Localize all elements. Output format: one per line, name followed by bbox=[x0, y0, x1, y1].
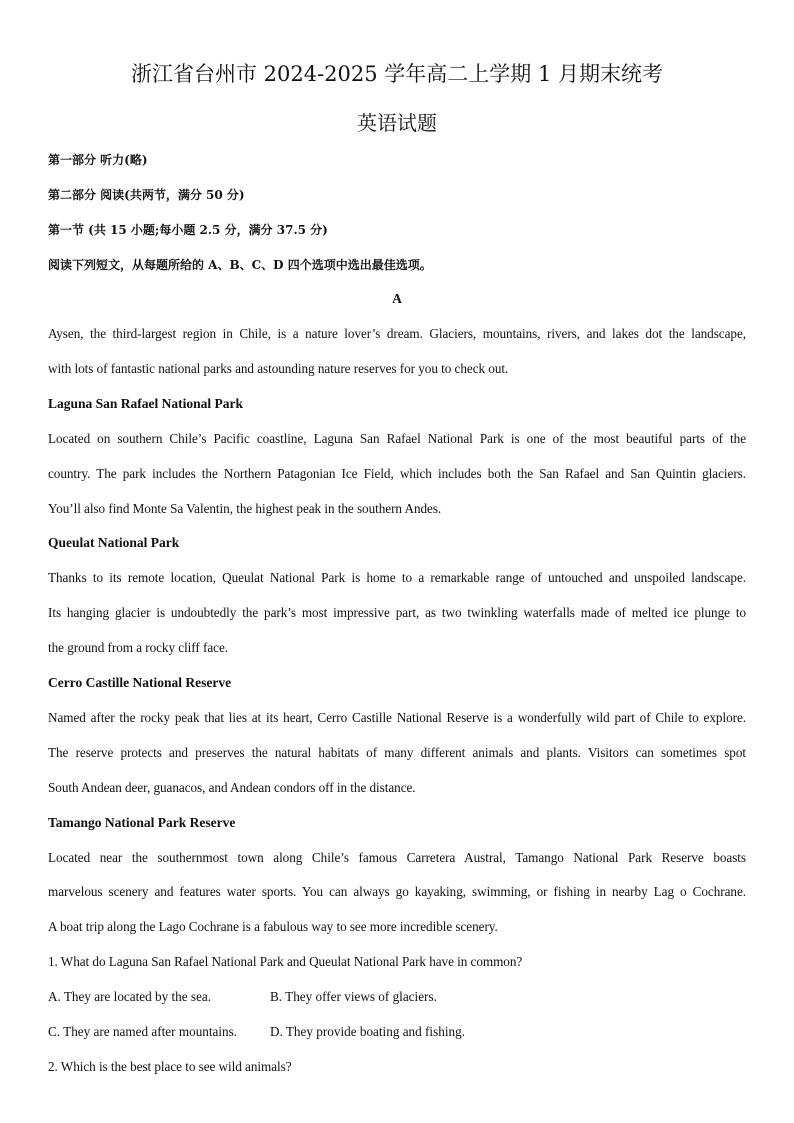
park-text-line: Thanks to its remote location, Queulat National Park is home to a remarkable range of untouched and unspoiled landscape. bbox=[48, 570, 746, 585]
park-heading: Tamango National Park Reserve bbox=[48, 815, 236, 830]
q1-option-b: B. They offer views of glaciers. bbox=[270, 989, 437, 1004]
part2-heading: 第二部分 阅读(共两节，满分 50 分) bbox=[48, 188, 245, 202]
exam-subtitle: 英语试题 bbox=[357, 111, 437, 135]
part1-heading: 第一部分 听力(略) bbox=[48, 153, 148, 167]
instruction-text: 阅读下列短文，从每题所给的 A、B、C、D 四个选项中选出最佳选项。 bbox=[48, 258, 432, 272]
exam-title: 浙江省台州市 2024-2025 学年高二上学期 1 月期末统考 bbox=[130, 62, 664, 86]
park-text-line: Its hanging glacier is undoubtedly the park’s most impressive part, as two twinkling waterfalls made of melted ice plunge to bbox=[48, 605, 746, 620]
park-text-line: Named after the rocky peak that lies at its heart, Cerro Castille National Reserve is a wonderfully wild part of Chile to explore. bbox=[48, 710, 746, 725]
park-heading: Laguna San Rafael National Park bbox=[48, 396, 244, 411]
passage-label: A bbox=[392, 291, 402, 306]
intro-line: with lots of fantastic national parks and astounding nature reserves for you to check out. bbox=[48, 361, 509, 376]
park-text-line: The reserve protects and preserves the natural habitats of many different animals and plants. Visitors can sometimes spot bbox=[48, 745, 746, 760]
park-text-line: the ground from a rocky cliff face. bbox=[48, 640, 228, 655]
park-text-line: A boat trip along the Lago Cochrane is a fabulous way to see more incredible scenery. bbox=[48, 919, 498, 934]
park-text-line: country. The park includes the Northern Patagonian Ice Field, which includes both the San Rafael and San Quintin glaciers. bbox=[48, 466, 746, 481]
q1-option-d: D. They provide boating and fishing. bbox=[270, 1024, 465, 1039]
park-heading: Queulat National Park bbox=[48, 535, 180, 550]
park-text-line: Located near the southernmost town along Chile’s famous Carretera Austral, Tamango National Park Reserve boasts bbox=[48, 850, 746, 865]
park-heading: Cerro Castille National Reserve bbox=[48, 675, 232, 690]
q1-option-c: C. They are named after mountains. bbox=[48, 1024, 238, 1039]
section1-heading: 第一节 (共 15 小题;每小题 2.5 分，满分 37.5 分) bbox=[48, 223, 328, 237]
q1-option-a: A. They are located by the sea. bbox=[48, 989, 212, 1004]
question-2: 2. Which is the best place to see wild animals? bbox=[48, 1059, 292, 1074]
park-text-line: marvelous scenery and features water sports. You can always go kayaking, swimming, or fishing in nearby Lag o Cochrane. bbox=[48, 884, 746, 899]
park-text-line: South Andean deer, guanacos, and Andean condors off in the distance. bbox=[48, 780, 416, 795]
park-text-line: Located on southern Chile’s Pacific coastline, Laguna San Rafael National Park is one of the most beautiful parts of the bbox=[48, 431, 746, 446]
park-text-line: You’ll also find Monte Sa Valentin, the highest peak in the southern Andes. bbox=[48, 501, 442, 516]
question-1: 1. What do Laguna San Rafael National Park and Queulat National Park have in common? bbox=[48, 954, 523, 969]
intro-line: Aysen, the third-largest region in Chile, is a nature lover’s dream. Glaciers, mountains, rivers, and lakes dot the landscape, bbox=[48, 326, 746, 341]
